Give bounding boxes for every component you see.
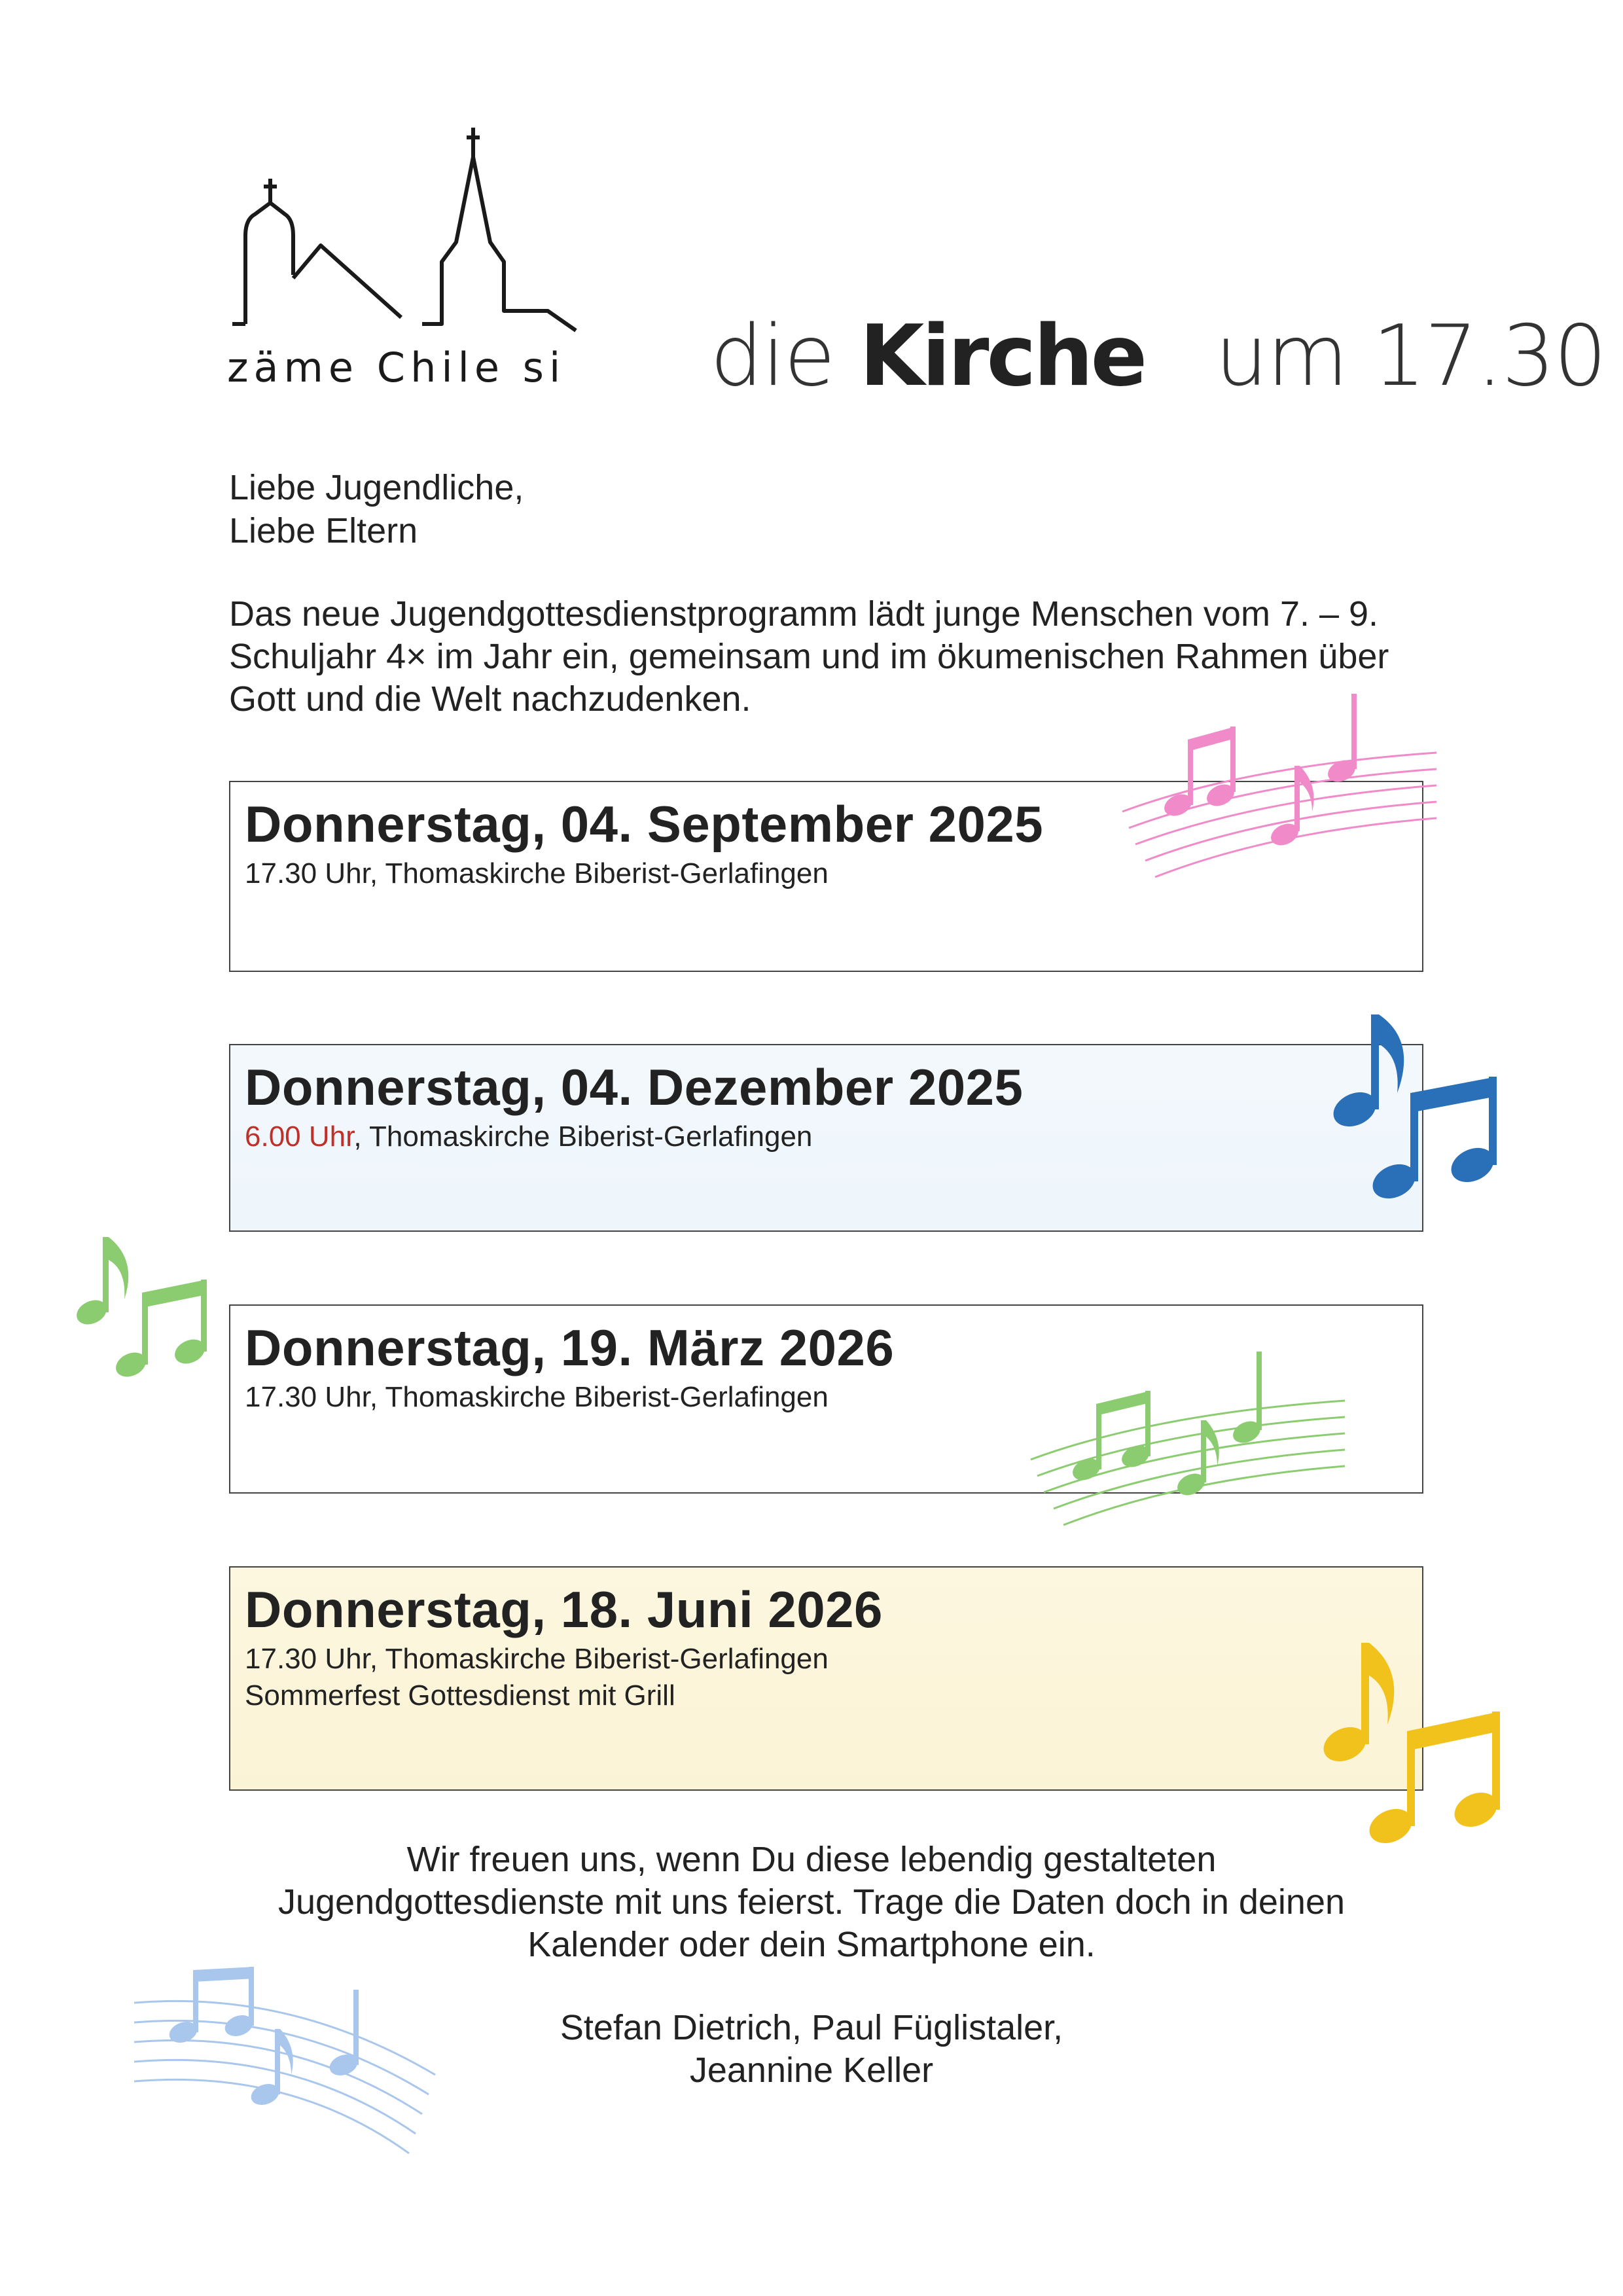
title-part-time: um 17.30 bbox=[1215, 308, 1606, 405]
church-logo bbox=[226, 128, 592, 391]
event-card-december bbox=[229, 1044, 1423, 1232]
music-staff-pink-icon bbox=[1116, 687, 1443, 903]
signature-line-2: Jeannine Keller bbox=[689, 2051, 934, 2090]
event-place: , Thomaskirche Biberist-Gerlafingen bbox=[369, 1643, 829, 1675]
eighth-notes-yellow-icon bbox=[1315, 1636, 1512, 1859]
title-part-die: die bbox=[710, 308, 834, 405]
greeting-line-1: Liebe Jugendliche, bbox=[229, 468, 524, 507]
intro-line-1: Das neue Jugendgottesdienstprogramm lädt junge Menschen vom 7. – 9. bbox=[229, 594, 1379, 634]
church-logo-icon bbox=[226, 128, 592, 344]
page-title bbox=[710, 308, 1606, 405]
event-time: 17.30 Uhr bbox=[245, 1381, 370, 1413]
event-place: , Thomaskirche Biberist-Gerlafingen bbox=[369, 1381, 829, 1413]
logo-text: zäme Chile si bbox=[227, 344, 566, 391]
event-date: Donnerstag, 04. Dezember 2025 bbox=[245, 1058, 1024, 1116]
event-place: , Thomaskirche Biberist-Gerlafingen bbox=[369, 857, 829, 889]
signature-line-1: Stefan Dietrich, Paul Füglistaler, bbox=[560, 2008, 1063, 2047]
event-time-place bbox=[245, 1641, 1408, 1677]
event-card-june bbox=[229, 1566, 1423, 1791]
intro-line-3: Gott und die Welt nachzudenken. bbox=[229, 679, 751, 719]
eighth-notes-green-icon bbox=[72, 1230, 216, 1388]
event-time: 17.30 Uhr bbox=[245, 1643, 370, 1675]
eighth-notes-blue-icon bbox=[1325, 1008, 1502, 1217]
title-part-kirche: Kirche bbox=[859, 308, 1145, 405]
music-staff-lightblue-icon bbox=[128, 1957, 442, 2166]
event-time: 6.00 Uhr bbox=[245, 1121, 354, 1153]
event-date: Donnerstag, 04. September 2025 bbox=[245, 795, 1044, 853]
event-date: Donnerstag, 19. März 2026 bbox=[245, 1319, 895, 1376]
closing-line-1: Wir freuen uns, wenn Du diese lebendig gestalteten bbox=[406, 1840, 1217, 1879]
greeting-line-2: Liebe Eltern bbox=[229, 511, 418, 550]
event-time-place bbox=[245, 1119, 1408, 1155]
music-staff-green-icon bbox=[1024, 1335, 1351, 1551]
event-date: Donnerstag, 18. Juni 2026 bbox=[245, 1581, 883, 1638]
closing-line-2: Jugendgottesdienste mit uns feierst. Trage die Daten doch in deinen bbox=[277, 1882, 1346, 1922]
intro-line-2: Schuljahr 4× im Jahr ein, gemeinsam und im ökumenischen Rahmen über bbox=[229, 637, 1389, 676]
event-extra: Sommerfest Gottesdienst mit Grill bbox=[245, 1679, 675, 1712]
closing-line-3: Kalender oder dein Smartphone ein. bbox=[527, 1925, 1096, 1964]
event-place: , Thomaskirche Biberist-Gerlafingen bbox=[353, 1121, 813, 1153]
event-time: 17.30 Uhr bbox=[245, 857, 370, 889]
